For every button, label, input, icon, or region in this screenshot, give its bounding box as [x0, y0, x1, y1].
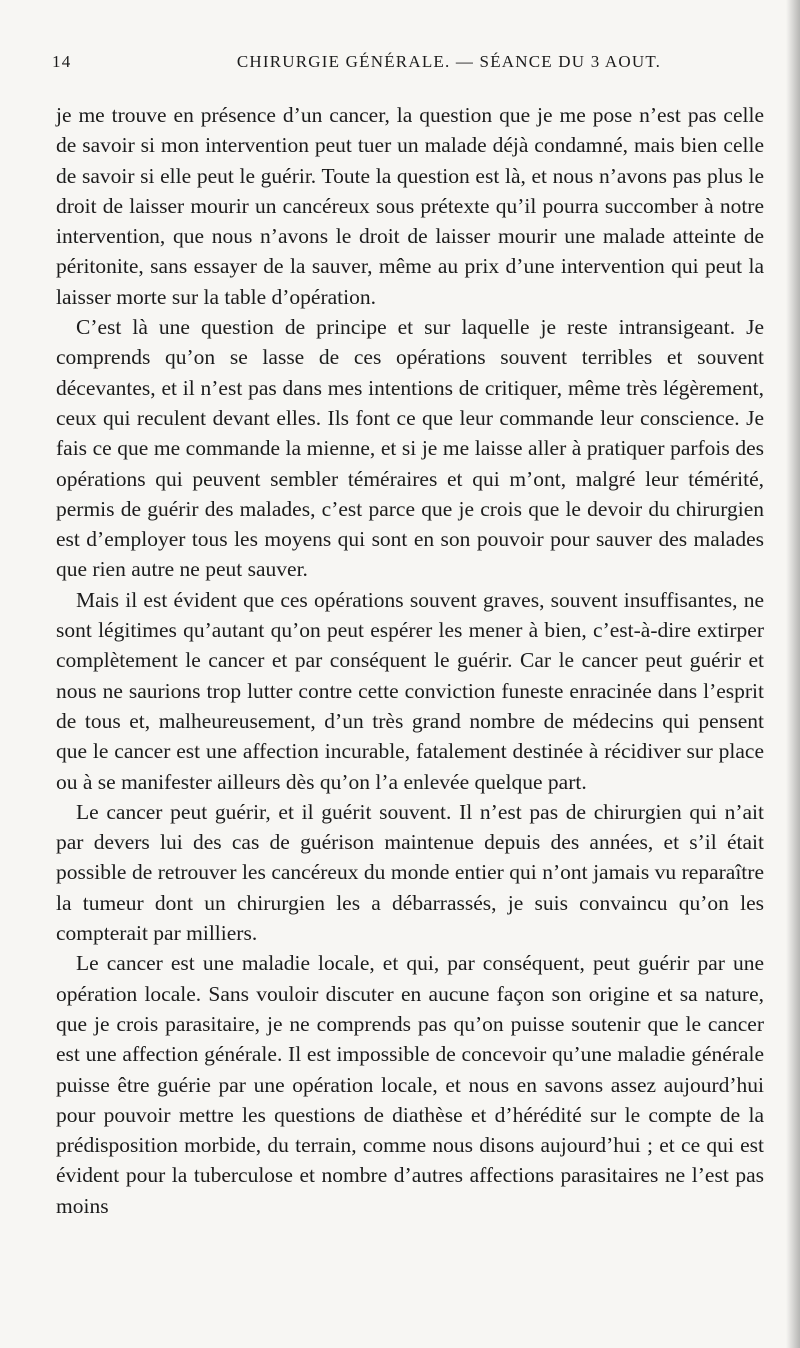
- body-text: [56, 100, 764, 1221]
- page-header: [52, 52, 764, 82]
- page-number: 14: [52, 52, 72, 71]
- paragraph-4: Le cancer peut guérir, et il guérit souvent. Il n’est pas de chirurgien qui n’ait par devers lui des cas de guérison maintenue depuis des années, et s’il était possible de retrouver les cancéreux du monde entier qui n’ont jamais vu reparaître la tumeur dont un chirurgien les a débarrassés, je suis convaincu qu’on les compterait par milliers.: [56, 799, 764, 946]
- paragraph-3: Mais il est évident que ces opérations souvent graves, souvent insuffisantes, ne sont légitimes qu’autant qu’on peut espérer les mener à bien, c’est-à-dire extirper complètement le cancer et par conséquent le guérir. Car le cancer peut guérir et nous ne saurions trop lutter contre cette conviction funeste enracinée dans l’esprit de tous et, malheureusement, d’un très grand nombre de médecins qui pensent que le cancer est une affection incurable, fatalement destinée à récidiver sur place ou à se manifester ailleurs dès qu’on l’a enlevée quelque part.: [56, 587, 764, 794]
- page-edge-shadow: [786, 0, 800, 1348]
- running-title: CHIRURGIE GÉNÉRALE. — SÉANCE DU 3 AOUT.: [236, 52, 662, 71]
- paragraph-5: Le cancer est une maladie locale, et qui, par conséquent, peut guérir par une opération locale. Sans vouloir discuter en aucune façon son origine et sa nature, que je crois parasitaire, je ne comprends pas qu’on puisse soutenir que le cancer est une affection générale. Il est impossible de concevoir qu’une maladie générale puisse être guérie par une opération locale, et nous en savons assez aujourd’hui pour pouvoir mettre les questions de diathèse et d’hérédité sur le compte de la prédisposition morbide, du terrain, comme nous disons aujourd’hui ; et ce qui est évident pour la tuberculose et nombre d’autres affections parasitaires ne l’est pas moins: [56, 951, 764, 1218]
- paragraph-2: C’est là une question de principe et sur laquelle je reste intransigeant. Je comprends qu’on se lasse de ces opérations souvent terribles et souvent décevantes, et il n’est pas dans mes intentions de critiquer, même très légèrement, ceux qui reculent devant elles. Ils font ce que leur commande leur conscience. Je fais ce que me commande la mienne, et si je me laisse aller à pratiquer parfois des opérations qui peuvent sembler téméraires et qui m’ont, malgré leur témérité, permis de guérir des malades, c’est parce que je crois que le devoir du chirurgien est d’employer tous les moyens qui sont en son pouvoir pour sauver des malades que rien autre ne peut sauver.: [56, 315, 764, 582]
- paragraph-1: je me trouve en présence d’un cancer, la question que je me pose n’est pas celle de savoir si mon intervention peut tuer un malade déjà condamné, mais bien celle de savoir si elle peut le guérir. Toute la question est là, et nous n’avons pas plus le droit de laisser mourir un cancéreux sous prétexte qu’il pourra succomber à notre intervention, que nous n’avons le droit de laisser mourir une malade atteinte de péritonite, sans essayer de la sauver, même au prix d’une intervention qui peut la laisser morte sur la table d’opération.: [56, 103, 764, 309]
